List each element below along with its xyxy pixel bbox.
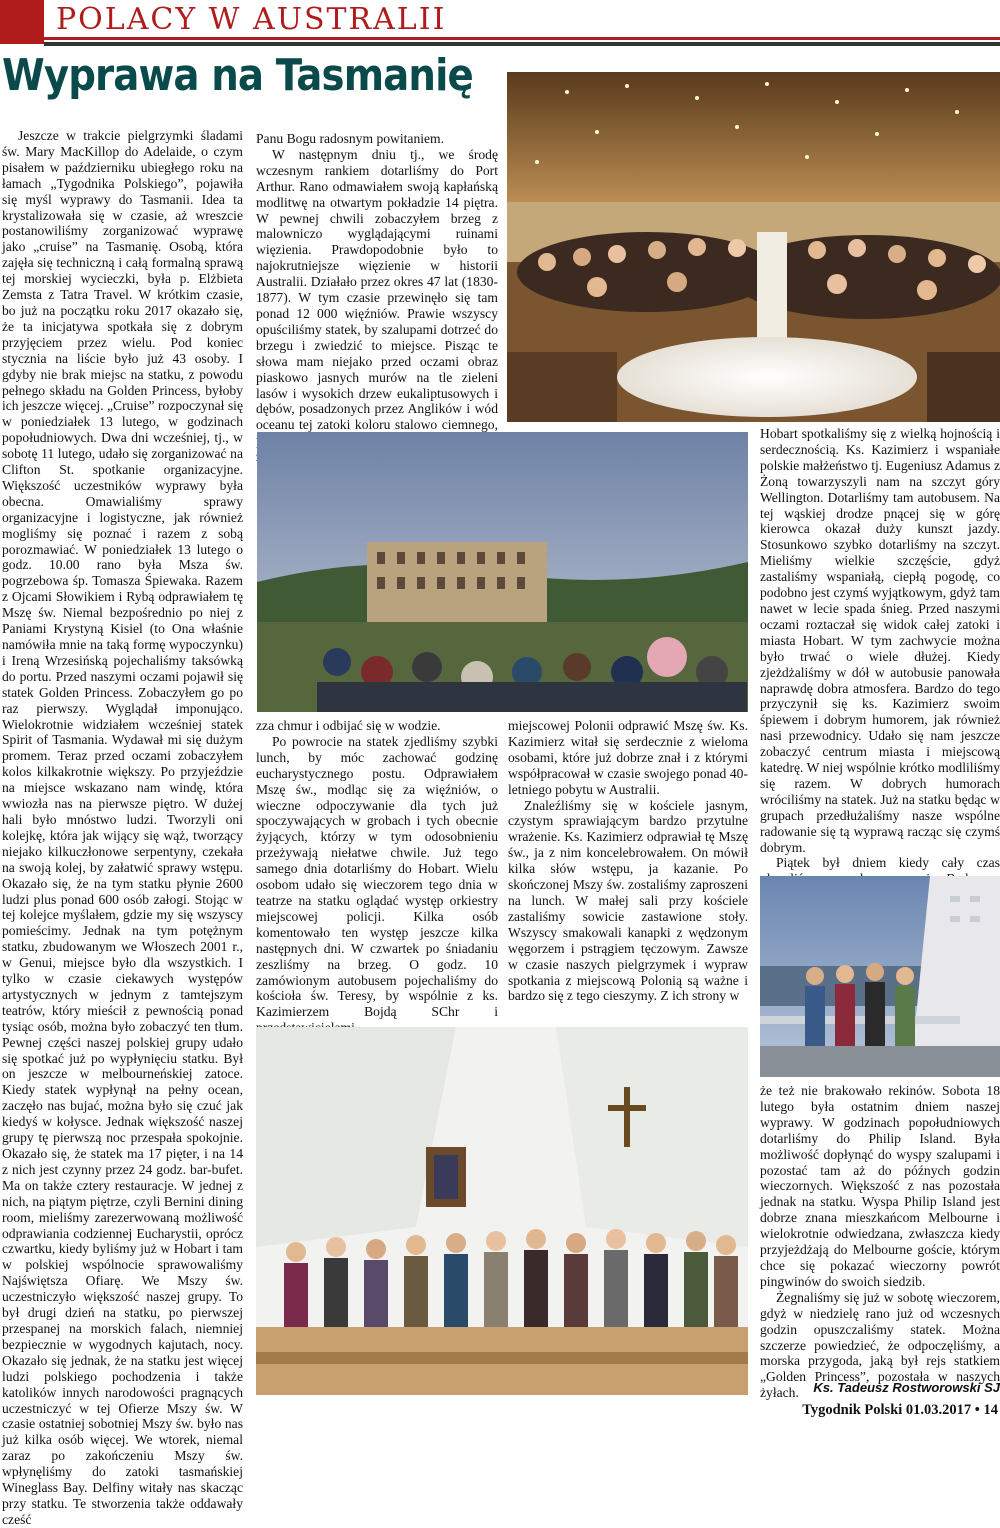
paragraph: Żegnaliśmy się już w sobotę wieczorem, gdyż w niedzielę rano już od wczesnych godzin opuszczaliśmy statek. Można szczerze powiedzieć, że odpoczęliśmy, a morska przygoda, jaką był rejs statkiem „Golden Princess”, pozostała w naszych żyłach. (760, 1289, 1000, 1401)
paragraph: że też nie brakowało rekinów. Sobota 18 lutego była ostatnim dniem naszej wyprawy. W godzinach popołudniowych dotarliśmy do Philip Island. Była możliwość dopłynąć do wyspy szalupami i pozostać tam aż do późnych godzin wieczornych. Większość z nas pozostała jednak na statku. Wyspa Philip Island jest dobrze znana mieszkańcom Melbourne i wielokrotnie odwiedzana, zwłaszcza kiedy przyjeżdżają do Melbourne goście, którym chce się pokazać wieczorny powrót pingwinów do swoich siedzib. (760, 1083, 1000, 1289)
author-byline: Ks. Tadeusz Rostworowski SJ (813, 1380, 1000, 1395)
text-column-1 (2, 128, 243, 1527)
text-column-2-top (256, 131, 498, 433)
section-color-block (0, 0, 44, 44)
text-column-3-bottom (508, 718, 748, 1020)
text-column-4-top (760, 426, 1000, 872)
photo-church-group (256, 1027, 748, 1395)
paragraph: Hobart spotkaliśmy się z wielką hojnością i serdecznością. Ks. Kazimierz i wspaniałe polskie małżeństwo tj. Eugeniusz Adamus z Żoną towarzyszyli nam na szczyt góry Wellington. Dotarliśmy tam autobusem. Na tej wąskiej drodze pnącej się w górę kierowca okazał duży kunszt jazdy. Stosunkowo szybko dotarliśmy na szczyt. Mieliśmy wielkie szczęście, gdyż zastaliśmy wspaniałą, ciepłą pogodę, co podobno jest czymś wyjątkowym, gdyż tam nawet w lecie spada śnieg. Przed naszymi oczami roztaczał się widok całej zatoki i miasta Hobart. W tym zachwycie można było trwać o wiele dłużej. Kiedy zjeżdżaliśmy w dół w autobusie panowała naprawdę dobra atmosfera. Bardzo do tego przyczynił się ks. Kazimierz swoim śpiewem i dobrym humorem, jak również nasi przewodnicy. Udało się nam jeszcze zobaczyć centrum miasta i miejscową katedrę. W niej wspólnie krótko modliliśmy się razem. W dobrych humorach wróciliśmy na statek. Już na statku będąc w grupach przedłużaliśmy nasze wspólne radowanie się tą wyprawą racząc się czymś dobrym. (760, 426, 1000, 855)
section-title: POLACY W AUSTRALII (56, 2, 447, 37)
header-rule-dark (44, 42, 1000, 46)
photo-port-arthur-ruins (257, 432, 748, 712)
paragraph: Znaleźliśmy się w kościele jasnym, czystym sprawiającym bardzo przytulne wrażenie. Ks. Kazimierz odprawiał tę Mszę św., ja z nim koncelebrowałem. On mówił kilka słów wstępu, ja kazanie. Po skończonej Mszy św. zostaliśmy zaproszeni na lunch. W małej sali przy kościele zastaliśmy sowicie zastawione stoły. Wszyscy smakowali kanapki z wędzonym węgorzem i pstrągiem tęczowym. Zawsze w czasie naszych pielgrzymek i wypraw spotkania z miejscową Polonią są ważne i bardzo się z tego cieszymy. Z ich strony w (508, 797, 748, 1004)
page-footer: Tygodnik Polski 01.03.2017 • 14 (802, 1402, 998, 1418)
paragraph: Po powrocie na statek zjedliśmy szybki lunch, by móc zachować godzinę eucharystycznego postu. Odprawiałem Mszę św., modląc się za więźniów, o wieczne odpoczywanie dla tych już spoczywających w grobach i tych obecnie żyjących, którzy w tym odosobnieniu przeżywają niełatwe chwile. Już tego samego dnia dotarliśmy do Hobart. Wielu osobom udało się wieczorem tego dnia w teatrze na statku oglądać występ orkiestry miejscowej policji. Kilka osób komentowało ten występ jeszcze kilka następnych dni. W czwartek po śniadaniu zeszliśmy na brzeg. O godz. 10 zamówionym autobusem pojechaliśmy do kościoła św. Teresy, by wspólnie z ks. Kazimierzem Bojdą SChr i (256, 733, 498, 1020)
paragraph: Panu Bogu radosnym powitaniem. (256, 131, 445, 146)
section-header (0, 0, 1000, 44)
photo-ship-deck (760, 876, 1000, 1077)
paragraph: Piątek był dniem kiedy cały czas (776, 855, 1000, 871)
paragraph: Jeszcze w trakcie pielgrzymki śladami św. Mary MacKillop do Adelaide, o czym pisałem w październiku ubiegłego roku na łamach „Tygodnika Polskiego”, pojawiła się myśl wyprawy do Tasmanii. Idea ta krystalizowała się w czasie, aż wreszcie postanowiliśmy zorganizować wyprawę jako „cruise” na Tasmanię. Osobą, która zajęła się techniczną i całą formalną sprawą tej morskiej wycieczki, była p. Elżbieta Zemsta z Tatra Travel. W krótkim czasie, bo już na początku roku 2017 okazało się, że ta inicjatywa spotkała się z dobrym przyjęciem przez wielu. Pod koniec stycznia na liście było już 43 osoby. I gdyby nie brak miejsc na statku, z powodu pełnego składu na Golden Princess, byłoby ich jeszcze więcej. „Cruise” rozpoczynał się w poniedziałek 13 lutego, w godzinach popołudniowych. Dwa dni wcześniej, tj., w sobotę 11 lutego, udało się zorganizować na Clifton St. spotkanie organizacyjne. Większość uczestników wyprawy była obecna. Omawialiśmy sprawy organizacyjne i logistyczne, jak również mogliśmy się poznać i razem z sobą porozmawiać. W poniedziałek 13 lutego o godz. 10.00 rano była Msza św. pogrzebowa śp. Tomasza Śpiewaka. Razem z Ojcami Słowikiem i Rybą odprawiałem tę Mszę św. Niemal bezpośrednio po niej z Paniami Krystyną Kisiel (to Ona właśnie namówiła mnie na taką formę wypoczynku) i Ireną Wrzesińską pojechaliśmy taksówką do portu. Przed naszymi oczami pojawił się statek Golden Princess. Zobaczyłem go po raz pierwszy. Wyglądał imponująco. Wielokrotnie widziałem wcześniej statek Spirit of Tasmania. Wydawał mi się dużym promem. Teraz przed oczami zobaczyłem kolos kilkakrotnie większy. Po przyjeździe na miejsce wskazano nam windę, która wwiozła nas na pierwsze piętro. W dużej hali było mnóstwo ludzi. Tworzyli oni kolejkę, która jak wijący się wąż, tworzący niejako kilkuczłonowe serpentyny, czekała na swoją kolej, by załatwić sprawy wstępu. Okazało się, że na tym statku płynie 2600 ludzi plus ponad 600 osób załogi. Stojąc w tej kolejce myślałem, gdzie my się wszyscy pomieścimy. Jednak na tym potężnym statku, zbudowanym we Włoszech 2001 r., w Genui, miejsce było dla wszystkich. I tylko w czasie ciekawych występów artystycznych w jednym z tamtejszym teatrów, który mieścił z pewnością ponad tysiąc osób, można było zobaczyć ten tłum. Pewnej części naszej polskiej grupy udało się spotkać już po wypłynięciu statku. Był on jeszcze w melbourneńskiej zatoce. Kiedy statek wypłynął na pełny ocean, zaczęło nas bujać, można było się czuć jak kiedyś w kołysce. Jednak większość naszej grupy tę pierwszą noc przespała spokojnie. Okazało się, że statek ma 17 pięter, i na 14 z nich jest czynny przez 24 godz. bar-bufet. Ma on także cztery restauracje. W jednej z nich, na piątym piętrze, czyli Bernini dining room, mieliśmy zarezerwowaną możliwość odprawiania codziennej Eucharystii, oprócz czwartku, kiedy byliśmy już w Hobart i tam w polskiej wspólnocie sprawowaliśmy Najświętsza Ofiarę. We Mszy św. uczestniczyło większość naszej grupy. To był drugi dzień na statku, po pierwszej przespanej na morskich falach, niemniej bezpiecznie w wygodnych kajutach, nocy. Okazało się jednak, że na statku jest więcej ludzi polskiego pochodzenia i także katolików innych narodowości pragnących uczestniczyć w tej Ofierze Mszy św. W czasie ostatniej sobotniej Mszy św. było nas już kilka osób więcej. We wtorek, niemal zaraz po zakończeniu Mszy św. wpłynęliśmy do zatoki tasmańskiej Wineglass Bay. Delfiny witały nas skacząc przy statku. Te stworzenia także oddawały cześć (2, 128, 243, 1527)
article-headline: Wyprawa na Tasmanię (2, 50, 473, 101)
text-column-2-bottom (256, 718, 498, 1020)
paragraph: zza chmur i odbijać się w wodzie. (256, 718, 441, 733)
paragraph: miejscowej Polonii odprawić Mszę św. Ks. Kazimierz witał się serdecznie z wieloma osobami, które już dobrze znał i z którymi współpracował w czasie swojego ponad 40-letniego pobytu w Australii. (508, 718, 748, 797)
paragraph: W następnym dniu tj., we środę wczesnym rankiem dotarliśmy do Port Arthur. Rano odmawiałem swoją kapłańską modlitwę na otwartym pokładzie 14 piętra. W pewnej chwili zobaczyłem brzeg z malowniczo wyglądającymi ruinami więzienia. Prawdopodobnie było to najokrutniejsze więzienie w historii Australii. Działało przez okres 47 lat (1830-1877). W tym czasie przewinęło się tam ponad 12 000 więźniów. Prawie wszyscy opuściliśmy statek, by szalupami dotrzeć do brzegu i zwiedzić to miejsce. Pisząc te słowa mam niejako przed oczami obraz piaskowo jasnych murów na tle zieleni lasów i wysokich drzew eukaliptusowych i dębów, posadzonych przez Anglików i wód oceanu tej zatoki koloru stalowo ciemnego, (256, 146, 498, 433)
header-rule-red (44, 37, 1000, 40)
photo-group-dining-room (507, 72, 1000, 422)
